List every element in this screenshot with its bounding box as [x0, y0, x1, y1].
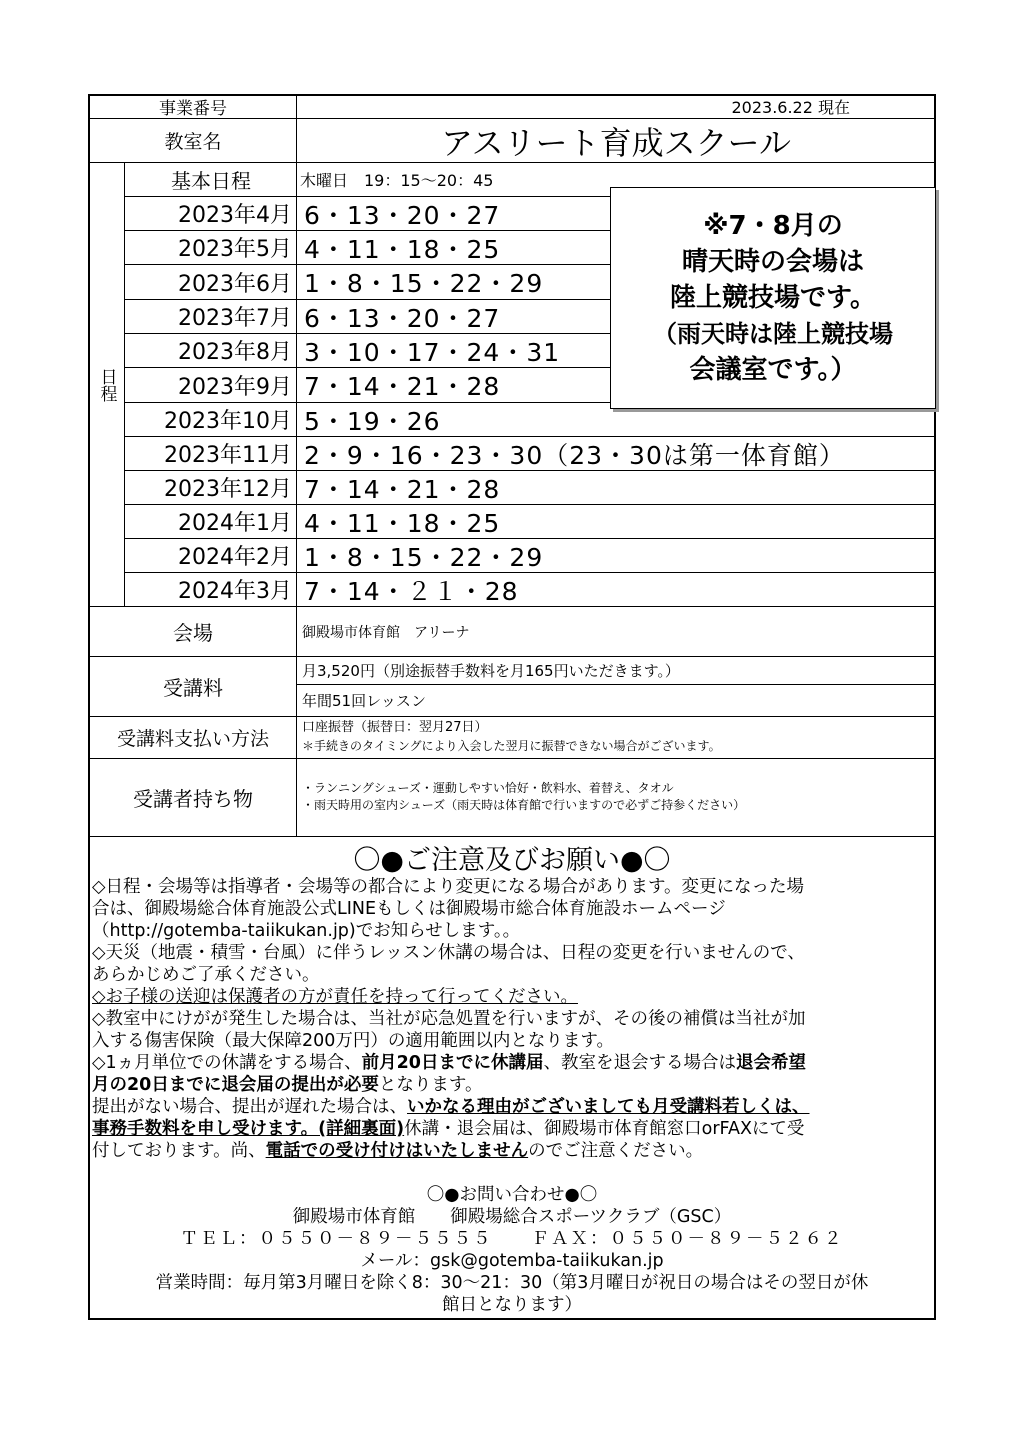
notice-emphasis: 電話での受け付けはいたしません [265, 1141, 529, 1161]
month-dates: 7・14・21・28 [304, 372, 501, 401]
items-line: ・雨天時用の室内シューズ（雨天時は体育館で行いますので必ずご持参ください） [302, 798, 746, 812]
payment-line: 口座振替（振替日：翌月27日） [302, 720, 488, 735]
notice-line [92, 1052, 932, 1074]
notice-line: 入する傷害保険（最大保障200万円）の適用範囲以内となります。 [92, 1031, 614, 1051]
notice-text: のでご注意ください。 [528, 1141, 704, 1161]
notice-line: ◇教室中にけがが発生した場合は、当社が応急処置を行いますが、その後の補償は当社が加 [92, 1009, 806, 1029]
month-label: 2023年12月 [164, 477, 292, 502]
callout-line: ※7・8月の [703, 211, 843, 241]
callout-line: 陸上競技場です。 [670, 283, 876, 313]
month-label: 2023年7月 [178, 306, 292, 331]
contact-phone: ＴＥＬ：０５５０－８９－５５５５ ＦＡＸ：０５５０－８９－５２６２ [180, 1229, 844, 1249]
month-dates: 1・8・15・22・29 [304, 269, 544, 298]
notice-text: 、教室を退会する場合は [543, 1053, 736, 1073]
month-label: 2023年8月 [178, 340, 292, 365]
basic-schedule-value: 木曜日 19：15～20：45 [300, 171, 494, 190]
fee-yearly: 年間51回レッスン [302, 692, 426, 710]
notice-line [92, 1118, 932, 1140]
payment-details [302, 719, 932, 757]
notice-line: ◇お子様の送迎は保護者の方が責任を持って行ってください。 [92, 987, 578, 1007]
jigyo-label: 事業番号 [159, 99, 227, 118]
notice-text: ◇1ヵ月単位での休講をする場合、 [92, 1053, 362, 1073]
month-label: 2023年6月 [178, 271, 292, 297]
contact-orgs: 御殿場市体育館 御殿場総合スポーツクラブ（GSC） [292, 1207, 732, 1227]
class-label: 教室名 [164, 131, 222, 153]
callout-line: （雨天時は陸上競技場 [653, 320, 893, 348]
month-dates: 2・9・16・23・30（23・30は第一体育館） [304, 440, 845, 470]
notice-line: 合は、御殿場総合体育施設公式LINEもしくは御殿場市総合体育施設ホームページ [92, 899, 726, 919]
schedule-side-label: 日程 [96, 367, 117, 402]
month-label: 2024年3月 [178, 579, 292, 604]
notice-body [92, 876, 932, 1162]
notice-text: 付しております。尚、 [92, 1141, 266, 1161]
notice-emphasis: 前月20日までに休講届 [361, 1053, 544, 1073]
basic-schedule-label: 基本日程 [171, 169, 251, 193]
month-label: 2024年2月 [178, 545, 292, 570]
notice-line: あらかじめご了承ください。 [92, 965, 320, 985]
month-dates: 7・14・２１・28 [304, 576, 519, 606]
notice-emphasis: 事務手数料を申し受けます。(詳細裏面) [92, 1119, 405, 1139]
month-label: 2023年4月 [178, 203, 292, 228]
notice-emphasis: 退会希望 [735, 1053, 806, 1073]
items-label: 受講者持ち物 [133, 787, 253, 811]
venue-value: 御殿場市体育館 アリーナ [302, 624, 470, 641]
month-dates: 4・11・18・25 [304, 234, 501, 264]
month-label: 2023年11月 [164, 443, 292, 468]
month-dates: 1・8・15・22・29 [304, 542, 544, 572]
date-status: 2023.6.22 現在 [731, 98, 850, 117]
notice-title: 〇●ご注意及びお願い●〇 [353, 844, 671, 876]
month-label: 2023年9月 [178, 374, 292, 400]
items-details [302, 780, 932, 820]
payment-label: 受講料支払い方法 [116, 728, 269, 750]
month-label: 2023年5月 [178, 237, 292, 262]
fee-label: 受講料 [163, 676, 223, 700]
contact-hours: 館日となります） [442, 1295, 582, 1315]
callout-line: 会議室です。） [689, 355, 857, 385]
month-label: 2024年1月 [178, 511, 292, 536]
month-dates: 6・13・20・27 [304, 303, 501, 333]
month-dates: 3・10・17・24・31 [304, 337, 561, 367]
month-dates: 4・11・18・25 [304, 508, 501, 538]
notice-text: 休講・退会届は、御殿場市体育館窓口orFAXにて受 [404, 1119, 805, 1139]
notice-line: （http://gotemba-taiikukan.jp)でお知らせします。。 [92, 921, 521, 941]
month-dates: 6・13・20・27 [304, 200, 501, 230]
summer-venue-callout [610, 187, 936, 409]
items-line: ・ランニングシューズ・運動しやすい恰好・飲料水、着替え、タオル [302, 781, 674, 795]
notice-line [92, 1140, 932, 1162]
notice-text: となります。 [378, 1075, 483, 1095]
callout-line: 晴天時の会場は [681, 247, 864, 277]
payment-line: ＊手続きのタイミングにより入会した翌月に振替できない場合がございます。 [302, 739, 721, 753]
contact-block [92, 1184, 932, 1316]
month-dates: 7・14・21・28 [304, 474, 501, 504]
class-name: アスリート育成スクール [440, 123, 792, 162]
notice-line [92, 1074, 932, 1096]
month-dates: 5・19・26 [304, 406, 441, 436]
notice-line: ◇日程・会場等は指導者・会場等の都合により変更になる場合があります。変更になった場 [92, 877, 805, 897]
contact-title: 〇●お問い合わせ●〇 [426, 1185, 598, 1205]
notice-emphasis: 月の20日までに退会届の提出が必要 [92, 1075, 379, 1095]
contact-mail: メール：gsk@gotemba-taiikukan.jp [360, 1251, 664, 1271]
notice-emphasis: いかなる理由がございましても月受講料若しくは、 [407, 1097, 810, 1117]
notice-text: 提出がない場合、提出が遅れた場合は、 [92, 1097, 407, 1117]
month-label: 2023年10月 [164, 409, 292, 434]
venue-label: 会場 [173, 621, 213, 645]
contact-hours: 営業時間：毎月第3月曜日を除く8：30～21：30（第3月曜日が祝日の場合はその翌日が休 [155, 1273, 869, 1293]
notice-line: ◇天災（地震・積雪・台風）に伴うレッスン休講の場合は、日程の変更を行いませんので、 [92, 943, 805, 963]
fee-monthly: 月3,520円（別途振替手数料を月165円いただきます。） [302, 662, 680, 680]
notice-line [92, 1096, 932, 1118]
